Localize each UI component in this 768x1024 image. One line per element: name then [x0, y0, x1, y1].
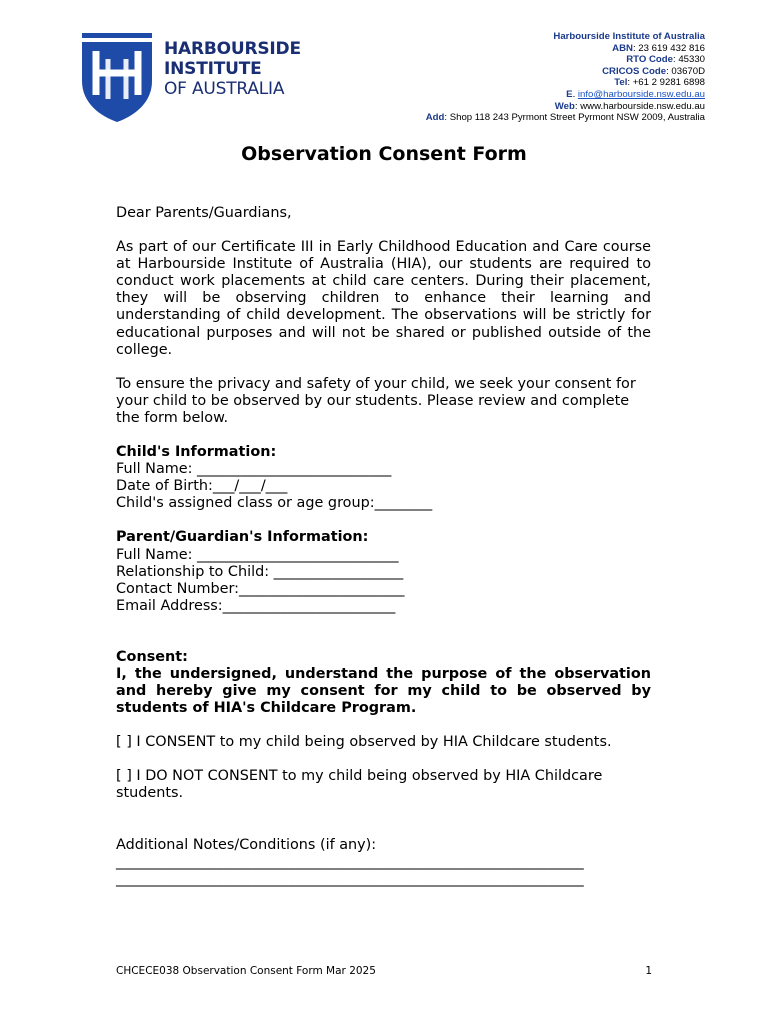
parent-full-name-field[interactable]: Full Name: ____________________________ — [116, 546, 399, 563]
contact-tel — [426, 77, 705, 89]
contact-abn — [426, 43, 705, 55]
consent-heading: Consent: — [116, 648, 188, 665]
contact-address — [426, 112, 705, 124]
contact-email — [426, 89, 705, 101]
document-code: CHCECE038 Observation Consent Form Mar 2025 — [116, 965, 376, 977]
shield-logo-icon — [82, 33, 152, 123]
notes-label: Additional Notes/Conditions (if any): — [116, 836, 377, 853]
web-value: : www.harbourside.nsw.edu.au — [574, 100, 705, 112]
consent-statement: I, the undersigned, understand the purpose of the observation and hereby give my consent for my child to be observed by students of HIA's Childcare Program. — [116, 665, 651, 717]
add-label: Add — [425, 112, 445, 124]
page-number: 1 — [645, 965, 652, 977]
email-address-field[interactable]: Email Address:________________________ — [116, 597, 396, 614]
cricos-label: CRICOS Code — [602, 65, 667, 77]
rto-label: RTO Code — [626, 54, 673, 66]
contact-number-field[interactable]: Contact Number:_______________________ — [116, 580, 405, 597]
abn-label: ABN — [612, 42, 633, 54]
logo-line-2: INSTITUTE — [164, 59, 262, 79]
notes-line-1[interactable]: _________________________________________________________________ — [116, 853, 584, 870]
greeting: Dear Parents/Guardians, — [116, 205, 292, 221]
consent-option-yes[interactable]: [ ] I CONSENT to my child being observed by HIA Childcare students. — [116, 734, 612, 751]
notes-line-2[interactable]: _________________________________________________________________ — [116, 870, 584, 887]
tel-value: : +61 2 9281 6898 — [627, 77, 705, 89]
email-link[interactable]: info@harbourside.nsw.edu.au — [577, 88, 705, 100]
institute-logo — [82, 33, 302, 123]
child-full-name-field[interactable]: Full Name: ___________________________ — [116, 461, 392, 478]
logo-wordmark — [164, 39, 301, 99]
rto-value: : 45330 — [672, 54, 705, 66]
tel-label: Tel — [614, 77, 628, 89]
privacy-paragraph: To ensure the privacy and safety of your child, we seek your consent for your child to be observed by our students. Please review and complete the form below. — [116, 375, 636, 426]
logo-line-1: HARBOURSIDE — [164, 39, 301, 59]
contact-web — [426, 101, 705, 113]
cricos-value: : 03670D — [666, 65, 705, 77]
web-label: Web — [554, 100, 575, 112]
page-title: Observation Consent Form — [241, 143, 527, 165]
child-dob-field[interactable]: Date of Birth:___/___/___ — [116, 478, 288, 495]
contact-block — [426, 31, 705, 124]
email-label: E — [566, 88, 573, 100]
contact-cricos — [426, 66, 705, 78]
child-info-heading: Child's Information: — [116, 444, 277, 461]
contact-rto — [426, 54, 705, 66]
intro-paragraph: As part of our Certificate III in Early Childhood Education and Care course at Harbourside Institute of Australia (HIA), our students are required to conduct work placements at child care centers. During their placement, they will be observing children to enhance their learning and understanding of child development. The observations will be strictly for educational purposes and will not be shared or published outside of the college. — [116, 239, 651, 358]
form-body — [116, 205, 651, 888]
child-class-field[interactable]: Child's assigned class or age group:________ — [116, 495, 433, 512]
page-footer — [116, 965, 652, 977]
relationship-field[interactable]: Relationship to Child: __________________ — [116, 563, 404, 580]
parent-info-heading: Parent/Guardian's Information: — [116, 529, 369, 546]
contact-org: Harbourside Institute of Australia — [553, 31, 705, 42]
email-sep: . — [572, 88, 578, 100]
logo-line-3: OF AUSTRALIA — [164, 79, 285, 99]
add-value: : Shop 118 243 Pyrmont Street Pyrmont NSW 2009, Australia — [444, 112, 705, 124]
consent-option-no[interactable]: [ ] I DO NOT CONSENT to my child being observed by HIA Childcare students. — [116, 768, 603, 802]
abn-value: : 23 619 432 816 — [632, 42, 705, 54]
